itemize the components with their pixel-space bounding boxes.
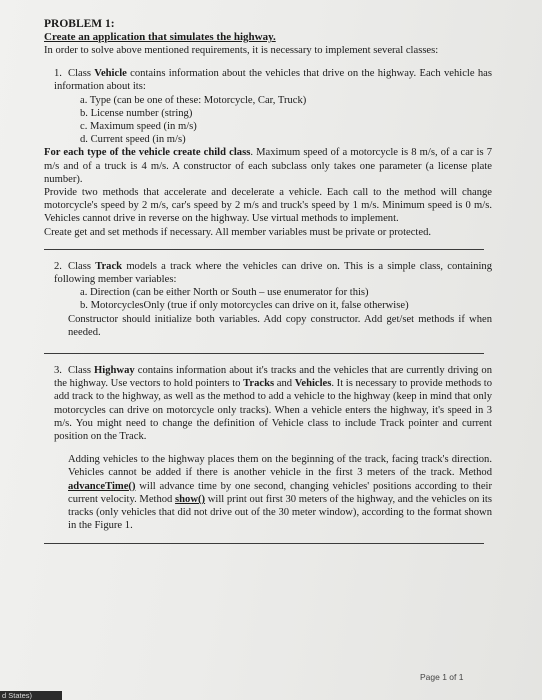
lead-text: models a track where the vehicles can drive on. This is a simple class, containing following member variables: xyxy=(54,260,493,286)
list-item: d. Current speed (in m/s) xyxy=(80,134,186,146)
document-body xyxy=(44,18,492,554)
section-number: 2. xyxy=(54,260,62,272)
paragraph-text: . Maximum speed of a motorcycle is 8 m/s, of a car is 7 m/s and of a truck is 4 m/s. A constructor of each subclass only takes one parameter (a license plate number). xyxy=(44,147,493,185)
class-name: Highway xyxy=(94,365,135,377)
divider xyxy=(44,543,484,544)
section-highway xyxy=(44,364,492,532)
divider xyxy=(44,249,484,250)
method-name: show() xyxy=(175,493,206,505)
taskbar-fragment: d States) xyxy=(0,691,62,700)
highway-paragraph xyxy=(44,364,492,443)
emphasis-text: For each type of the vehicle create child class xyxy=(44,147,251,159)
divider xyxy=(44,353,484,354)
list-item: b. MotorcyclesOnly (true if only motorcycles can drive on it, false otherwise) xyxy=(80,300,409,312)
child-class-paragraph xyxy=(44,146,492,186)
class-name: Track xyxy=(95,260,123,272)
section-track-lead xyxy=(44,260,492,286)
page-number: Page 1 of 1 xyxy=(420,672,464,682)
section-vehicle xyxy=(44,67,492,239)
lead-text: Class xyxy=(68,260,96,272)
problem-title: PROBLEM 1: xyxy=(44,18,115,30)
list-item: b. License number (string) xyxy=(80,107,193,119)
list-item: a. Type (can be one of these: Motorcycle, Car, Truck) xyxy=(80,94,307,106)
paragraph-text: Class xyxy=(68,365,95,377)
lead-text: Class xyxy=(68,68,95,80)
section-number: 3. xyxy=(54,365,62,377)
getset-paragraph: Create get and set methods if necessary. All member variables must be private or protected. xyxy=(44,226,432,238)
section-number: 1. xyxy=(54,68,62,80)
paragraph-text: and xyxy=(274,378,295,390)
methods-paragraph: Provide two methods that accelerate and decelerate a vehicle. Each call to the method will change motorcycle's speed by 2 m/s, car's speed by 2 m/s and truck's speed by 1 m/s. Minimum speed is 0 m/s. Vehicles cannot drive in reverse on the highway. Use virtual methods to implement. xyxy=(44,187,492,225)
list-item: c. Maximum speed (in m/s) xyxy=(80,121,197,133)
track-variables-list xyxy=(44,286,492,312)
paragraph-text: . It is necessary to provide methods to add track to the highway, as well as the method to add a vehicle to the highway (keep in mind that only motorcycles can drive on motorcycle only tracks). When a vehicle enters the highway, it's speed in 3 m/s. You might need to change the definition of Vehicle class to include Track pointer and current position on the Track. xyxy=(54,378,493,443)
paragraph-text: contains information about it's tracks and the vehicles that are currently driving on the highway. Use vectors to hold pointers to xyxy=(54,365,492,390)
problem-subtitle: Create an application that simulates the highway. xyxy=(44,31,276,43)
section-vehicle-lead xyxy=(44,67,492,93)
adding-vehicles-paragraph xyxy=(44,453,492,532)
constructor-paragraph: Constructor should initialize both variables. Add copy constructor. Add get/set methods if when needed. xyxy=(68,313,492,338)
paragraph-text: Adding vehicles to the highway places them on the beginning of the track, facing track's direction. Vehicles cannot be added if there is another vehicle in the first 3 meters of the track. Method xyxy=(68,454,492,479)
class-name: Vehicles xyxy=(294,378,332,390)
list-item: a. Direction (can be either North or South – use enumerator for this) xyxy=(80,287,369,299)
lead-text: contains information about the vehicles that drive on the highway. Each vehicle has information about its: xyxy=(54,68,492,93)
class-name: Tracks xyxy=(243,378,275,390)
paragraph-text: will print out first 30 meters of the highway, and the vehicles on its tracks (only vehicles that did not drive out of the 30 meter window), according to the format shown in the Figure 1. xyxy=(68,493,493,532)
section-track xyxy=(44,260,492,339)
paragraph-text: will advance time by one second, changing vehicles' positions according to their current velocity. Method xyxy=(68,480,492,505)
intro-text: In order to solve above mentioned requirements, it is necessary to implement several classes: xyxy=(44,45,439,56)
method-name: advanceTime() xyxy=(68,480,136,492)
vehicle-attributes-list xyxy=(44,94,492,147)
class-name: Vehicle xyxy=(94,68,127,80)
